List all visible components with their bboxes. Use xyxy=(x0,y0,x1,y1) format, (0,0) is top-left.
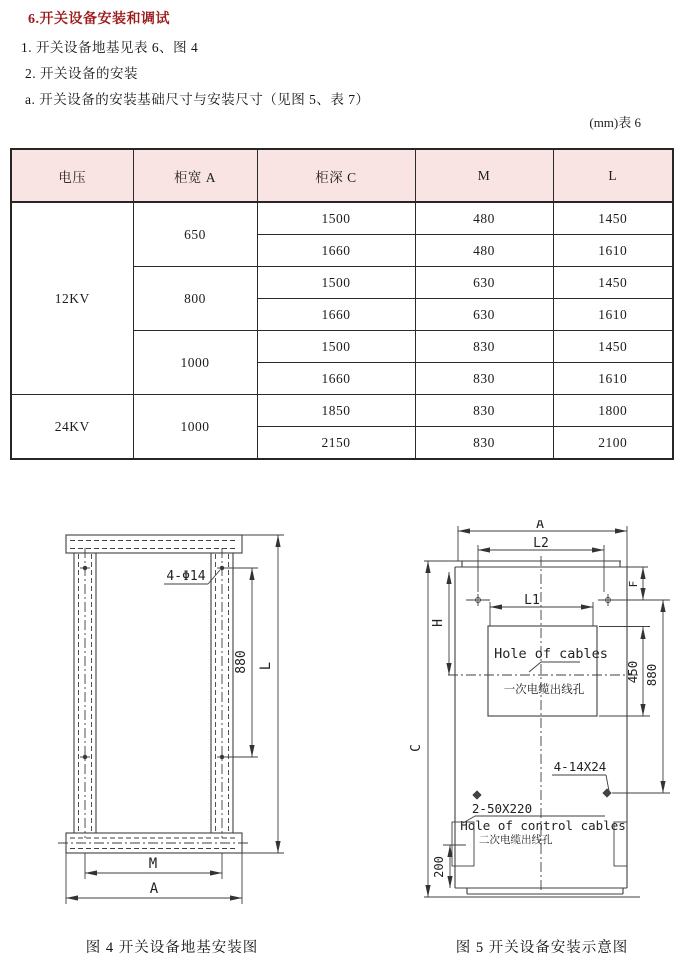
cell-l: 1450 xyxy=(553,267,673,299)
header-voltage: 电压 xyxy=(11,149,133,202)
fig5-control-cable-slot xyxy=(452,801,627,866)
cell-width: 800 xyxy=(133,267,257,331)
cell-width: 650 xyxy=(133,202,257,267)
fig5-installation-drawing xyxy=(409,520,670,897)
cell-depth: 1500 xyxy=(257,267,415,299)
cell-width: 1000 xyxy=(133,395,257,460)
fig5-ctrl-hole-label-cn: 二次电缆出线孔 xyxy=(479,835,553,846)
cell-m: 630 xyxy=(415,267,553,299)
fig5-dim-880-label: 880 xyxy=(644,663,659,687)
cell-m: 480 xyxy=(415,235,553,267)
fig5-cable-hole-label-cn: 一次电缆出线孔 xyxy=(503,684,585,696)
table-header-row xyxy=(11,149,673,202)
list-item-2: 2. 开关设备的安装 xyxy=(25,66,138,81)
fig4-foundation-drawing xyxy=(58,535,284,904)
cell-l: 1450 xyxy=(553,331,673,363)
cell-depth: 1500 xyxy=(257,331,415,363)
cell-m: 630 xyxy=(415,299,553,331)
table-row xyxy=(11,395,673,427)
cell-m: 480 xyxy=(415,202,553,235)
cell-voltage: 12KV xyxy=(11,202,133,395)
cell-m: 830 xyxy=(415,427,553,460)
section-title: 6.开关设备安装和调试 xyxy=(28,12,170,27)
fig4-caption: 图 4 开关设备地基安装图 xyxy=(85,940,259,956)
cell-depth: 1500 xyxy=(257,202,415,235)
fig4-dim-L-label: L xyxy=(258,661,274,671)
header-depth: 柜深 C xyxy=(257,149,415,202)
fig5-dim-L2-label: L2 xyxy=(533,536,549,551)
cell-m: 830 xyxy=(415,395,553,427)
fig5-caption: 图 5 开关设备安装示意图 xyxy=(455,940,629,956)
fig5-dim-450 xyxy=(599,627,650,717)
fig5-lower-holes xyxy=(473,759,670,799)
fig4-hole-callout xyxy=(164,569,220,584)
cell-l: 2100 xyxy=(553,427,673,460)
fig5-lower-holes-label: 4-14X24 xyxy=(553,759,607,774)
fig4-dim-M xyxy=(85,853,222,879)
fig4-dim-A-label: A xyxy=(149,881,159,897)
fig4-bottom-bar xyxy=(58,833,250,853)
header-m: M xyxy=(415,149,553,202)
table-row xyxy=(11,202,673,235)
fig5-dim-450-label: 450 xyxy=(625,660,640,684)
fig5-cable-hole-box xyxy=(448,626,640,716)
fig4-hole-label: 4-Φ14 xyxy=(166,569,206,584)
fig5-dim-H xyxy=(431,572,449,675)
list-item-3: a. 开关设备的安装基础尺寸与安装尺寸（见图 5、表 7） xyxy=(25,92,370,107)
fig5-dim-C xyxy=(409,561,428,897)
fig5-dim-C-label: C xyxy=(409,744,424,752)
fig4-dim-M-label: M xyxy=(148,856,158,872)
cell-depth: 1850 xyxy=(257,395,415,427)
fig5-dim-L1 xyxy=(490,593,593,626)
fig5-upper-holes xyxy=(466,594,670,606)
cell-l: 1800 xyxy=(553,395,673,427)
cell-width: 1000 xyxy=(133,331,257,395)
cell-l: 1450 xyxy=(553,202,673,235)
cell-l: 1610 xyxy=(553,235,673,267)
cell-voltage: 24KV xyxy=(11,395,133,460)
table-unit-note: (mm)表 6 xyxy=(589,115,641,130)
fig4-dim-880 xyxy=(227,568,258,757)
list-item-1: 1. 开关设备地基见表 6、图 4 xyxy=(21,40,199,55)
fig5-slot-label: 2-50X220 xyxy=(471,801,533,816)
fig4-hole-markers xyxy=(80,566,227,759)
fig5-dim-H-label: H xyxy=(431,619,446,627)
fig5-ctrl-hole-label-en: Hole of control cables xyxy=(460,818,626,833)
fig4-top-bar xyxy=(66,535,242,553)
cell-depth: 1660 xyxy=(257,363,415,395)
cell-depth: 1660 xyxy=(257,235,415,267)
cell-depth: 2150 xyxy=(257,427,415,460)
cell-m: 830 xyxy=(415,331,553,363)
cell-l: 1610 xyxy=(553,299,673,331)
fig5-dim-200 xyxy=(432,845,466,888)
fig5-dim-A-label: A xyxy=(536,520,544,532)
fig5-dim-880 xyxy=(644,600,663,793)
fig5-dim-F-label: F xyxy=(627,580,640,588)
fig5-dim-F xyxy=(627,567,643,600)
cell-depth: 1660 xyxy=(257,299,415,331)
header-width: 柜宽 A xyxy=(133,149,257,202)
technical-drawings xyxy=(0,520,680,932)
header-l: L xyxy=(553,149,673,202)
fig5-dim-200-label: 200 xyxy=(432,856,446,878)
fig5-dim-L1-label: L1 xyxy=(524,593,540,608)
cell-l: 1610 xyxy=(553,363,673,395)
fig4-dim-880-label: 880 xyxy=(234,650,249,674)
cell-m: 830 xyxy=(415,363,553,395)
spec-table xyxy=(10,148,674,460)
fig4-dim-L xyxy=(242,535,284,853)
fig5-cable-hole-label-en: Hole of cables xyxy=(494,646,608,662)
fig4-right-channel xyxy=(211,548,233,838)
fig4-left-channel xyxy=(74,548,96,838)
